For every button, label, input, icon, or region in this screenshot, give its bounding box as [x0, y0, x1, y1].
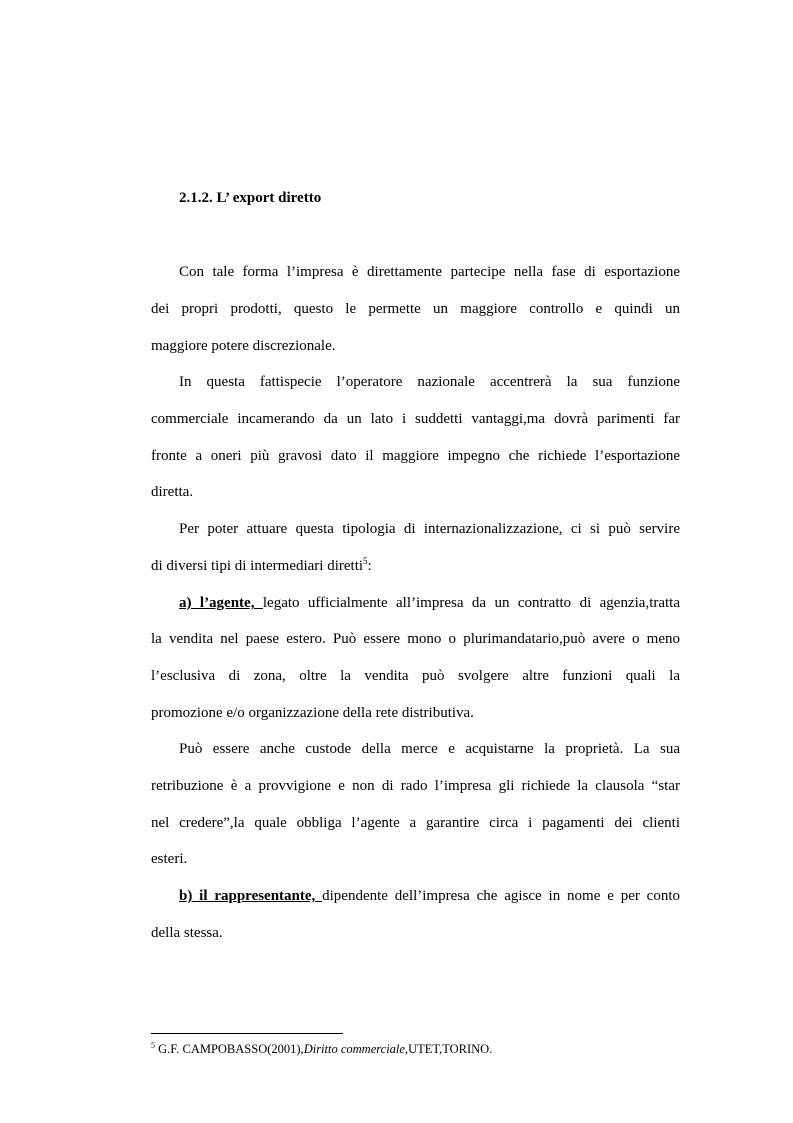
paragraph-line: fronte a oneri più gravosi dato il maggiore impegno che richiede l’esportazione	[151, 448, 680, 464]
paragraph-line: commerciale incamerando da un lato i suddetti vantaggi,ma dovrà parimenti far	[151, 411, 680, 427]
paragraph-line: esteri.	[151, 851, 188, 867]
paragraph-line: Può essere anche custode della merce e acquistarne la proprietà. La sua	[179, 741, 680, 757]
footnote-author: G.F. CAMPOBASSO(2001),	[155, 1042, 304, 1056]
paragraph-line: Con tale forma l’impresa è direttamente partecipe nella fase di esportazione	[179, 264, 680, 280]
paragraph-text: di diversi tipi di intermediari diretti	[151, 558, 364, 574]
footnote-publisher: UTET,TORINO.	[408, 1042, 493, 1056]
paragraph-line: dei propri prodotti, questo le permette un maggiore controllo e quindi un	[151, 301, 680, 317]
paragraph-line: nel credere”,la quale obbliga l’agente a garantire circa i pagamenti dei clienti	[151, 815, 680, 831]
paragraph-line: retribuzione è a provvigione e non di rado l’impresa gli richiede la clausola “star	[151, 778, 680, 794]
paragraph-text: :	[367, 558, 372, 574]
paragraph-line: diretta.	[151, 484, 194, 500]
paragraph-text: legato ufficialmente all’impresa da un contratto di agenzia,tratta	[262, 595, 681, 611]
paragraph-text: dipendente dell’impresa che agisce in nome e per conto	[322, 888, 681, 904]
term-agente: a) l’agente,	[179, 595, 263, 611]
paragraph-line-with-footnote-ref	[151, 556, 680, 576]
paragraph-line: l’esclusiva di zona, oltre la vendita può svolgere altre funzioni quali la	[151, 668, 680, 684]
representative-definition-line	[179, 886, 680, 906]
section-heading: 2.1.2. L’ export diretto	[179, 190, 322, 206]
footnote-separator	[151, 1033, 343, 1034]
term-rappresentante: b) il rappresentante,	[179, 888, 323, 904]
paragraph-line: la vendita nel paese estero. Può essere mono o plurimandatario,può avere o meno	[151, 631, 680, 647]
footnote-title: Diritto commerciale,	[303, 1042, 409, 1056]
paragraph-line: promozione e/o organizzazione della rete distributiva.	[151, 705, 474, 721]
paragraph-line: Per poter attuare questa tipologia di internazionalizzazione, ci si può servire	[179, 521, 680, 537]
agent-definition-line	[179, 593, 680, 613]
paragraph-line: In questa fattispecie l’operatore nazionale accentrerà la sua funzione	[179, 374, 680, 390]
paragraph-line: della stessa.	[151, 925, 223, 941]
footnote-number: 5	[151, 1041, 155, 1050]
footnote	[151, 1041, 492, 1057]
paragraph-line: maggiore potere discrezionale.	[151, 338, 336, 354]
footnote-reference: 5	[363, 556, 368, 566]
